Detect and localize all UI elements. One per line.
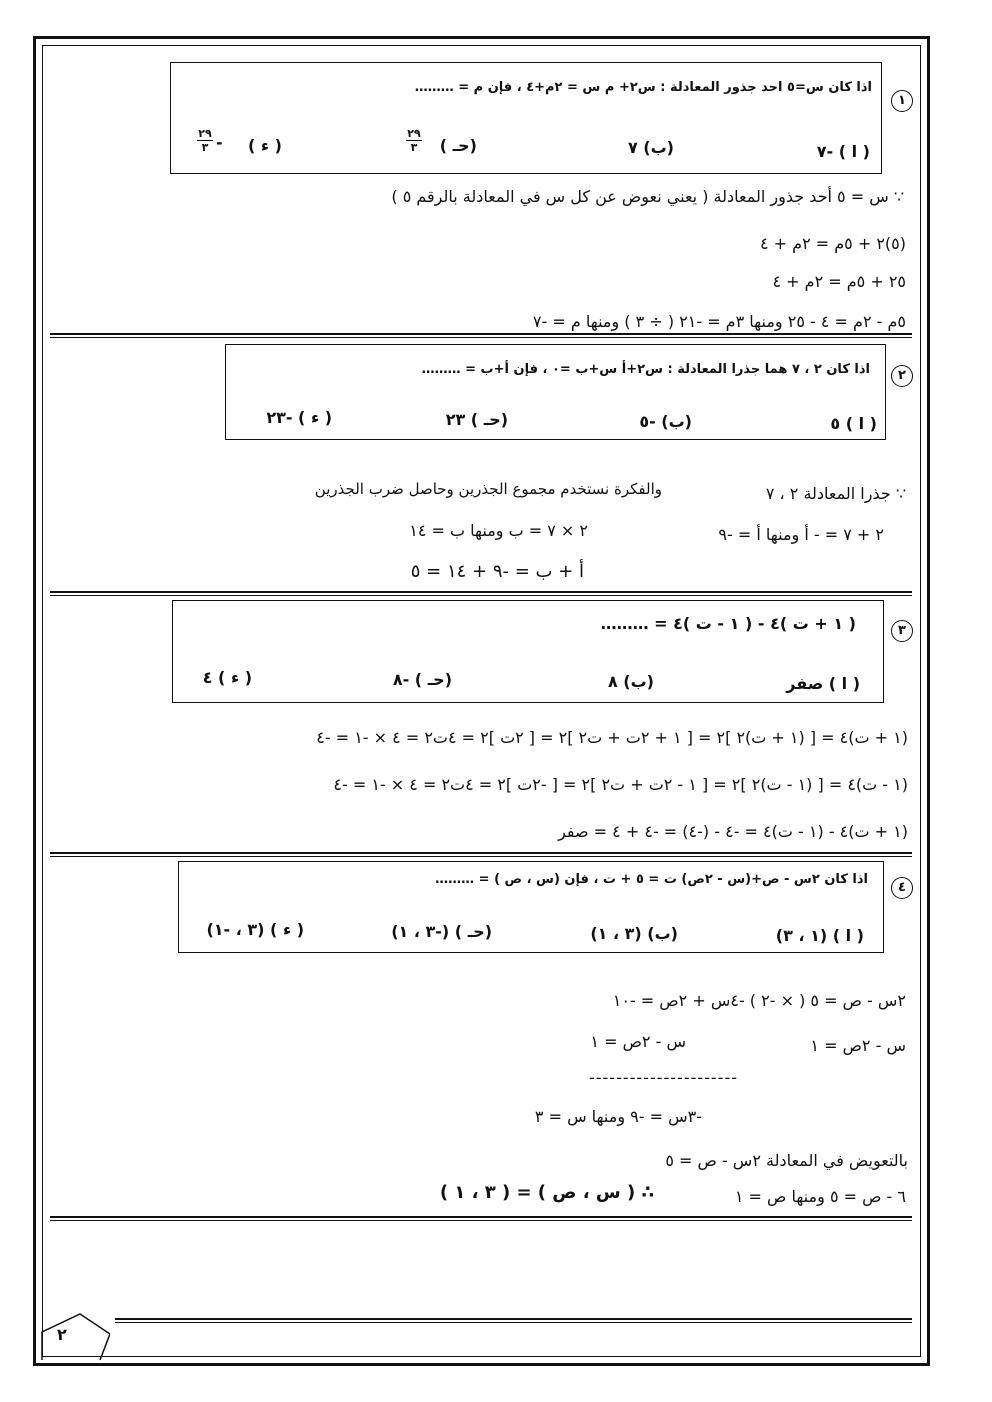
page-number: ٢ — [57, 1325, 67, 1344]
option-d-1-fraction: ٢٩ ٣ — [198, 127, 212, 154]
option-d-3: ( ء ) ٤ — [202, 668, 252, 687]
question-prompt-3: ( ١ + ت )٤ - ( ١ - ت )٤ = ……… — [600, 614, 856, 633]
option-b-2: (ب) -٥ — [639, 412, 692, 431]
solution-2-line-3: ٢ + ٧ = - أ ومنها أ = -٩ — [718, 525, 884, 544]
question-number-1: ١ — [891, 90, 913, 112]
option-b-1: (ب) ٧ — [627, 138, 674, 157]
solution-2-line-2: والفكرة نستخدم مجموع الجذرين وحاصل ضرب الجذرين — [314, 480, 662, 498]
solution-2-line-1: ∵ جذرا المعادلة ٢ ، ٧ — [765, 484, 906, 503]
question-box-1 — [170, 62, 882, 174]
section-divider-4 — [50, 1216, 912, 1221]
solution-4-line-1: ٢س - ص = ٥ ( × -٢ ) -٤س + ٢ص = -١٠ — [612, 991, 906, 1010]
option-d-4: ( ء ) (٣ ، -١) — [206, 920, 304, 939]
option-c-1: (حـ ) — [439, 136, 477, 155]
solution-4-line-4: -٣س = -٩ ومنها س = ٣ — [534, 1107, 702, 1126]
solution-4-line-6: ٦ - ص = ٥ ومنها ص = ١ — [734, 1187, 906, 1206]
solution-4-separator: ---------------------- — [588, 1068, 738, 1087]
solution-3-line-1: (١ + ت)٤ = [ (١ + ت)٢ ]٢ = [ ١ + ٢ت + ت٢ ]٢ = [ ٢ت ]٢ = ٤ت٢ = ٤ × -١ = -٤ — [316, 728, 908, 747]
option-d-1-sign: - — [216, 133, 223, 152]
page-corner-decoration — [40, 1312, 110, 1362]
option-d-2: ( ء ) -٢٣ — [266, 408, 332, 427]
option-d-1: ( ء ) — [248, 136, 282, 155]
solution-2-line-4: ٢ × ٧ = ب ومنها ب = ١٤ — [409, 521, 588, 540]
solution-4-line-2: س - ٢ص = ١ — [810, 1036, 906, 1055]
solution-3-line-2: (١ - ت)٤ = [ (١ - ت)٢ ]٢ = [ ١ - ٢ت + ت٢ ]٢ = [ -٢ت ]٢ = ٤ت٢ = ٤ × -١ = -٤ — [333, 775, 908, 794]
solution-1-line-2: (٥)٢ + ٥م = ٢م + ٤ — [759, 234, 906, 253]
solution-2-line-5: أ + ب = -٩ + ١٤ = ٥ — [410, 561, 584, 582]
solution-1-line-1: ∵ س = ٥ أحد جذور المعادلة ( يعني نعوض عن كل س في المعادلة بالرقم ٥ ) — [391, 187, 904, 206]
solution-4-line-3: س - ٢ص = ١ — [590, 1032, 686, 1051]
option-a-1: ( ا ) -٧ — [816, 142, 870, 161]
option-c-1-fraction: ٢٩ ٣ — [407, 127, 421, 154]
question-prompt-2: اذا كان ٢ ، ٧ هما جذرا المعادلة : س٢+أ س+ب =٠ ، فإن أ+ب = ……… — [421, 362, 870, 377]
solution-1-line-3: ٢٥ + ٥م = ٢م + ٤ — [772, 272, 906, 291]
solution-4-line-5: بالتعويض في المعادلة ٢س - ص = ٥ — [665, 1151, 908, 1170]
option-b-3: (ب) ٨ — [607, 672, 654, 691]
question-number-4: ٤ — [891, 877, 913, 899]
section-divider-1 — [50, 333, 912, 338]
solution-3-line-3: (١ + ت)٤ - (١ - ت)٤ = -٤ - (-٤) = -٤ + ٤ = صفر — [558, 822, 908, 841]
question-prompt-4: اذا كان ٢س - ص+(س - ٢ص) ت = ٥ + ت ، فإن (س ، ص ) = ……… — [435, 872, 868, 887]
option-a-4: ( ا ) (١ ، ٣) — [775, 926, 864, 945]
question-number-3: ٣ — [891, 620, 913, 642]
option-c-3: (حـ ) -٨ — [392, 670, 452, 689]
solution-1-line-4: ٥م - ٢م = ٤ - ٢٥ ومنها ٣م = -٢١ ( ÷ ٣ ) ومنها م = -٧ — [532, 312, 906, 331]
option-c-2: (حـ ) ٢٣ — [445, 410, 508, 429]
question-prompt-1: اذا كان س=٥ احد جذور المعادلة : س٢+ م س = ٢م+٤ ، فإن م = ……… — [414, 80, 872, 95]
footer-rule — [115, 1318, 912, 1323]
section-divider-3 — [50, 852, 912, 857]
option-b-4: (ب) (٣ ، ١) — [590, 924, 678, 943]
solution-4-answer: ∴ ( س ، ص ) = ( ٣ ، ١ ) — [439, 1182, 654, 1203]
option-a-3: ( ا ) صفر — [786, 674, 860, 693]
option-a-2: ( ا ) ٥ — [830, 414, 877, 433]
section-divider-2 — [50, 591, 912, 596]
option-c-4: (حـ ) (-٣ ، ١) — [391, 922, 492, 941]
question-number-2: ٢ — [891, 365, 913, 387]
